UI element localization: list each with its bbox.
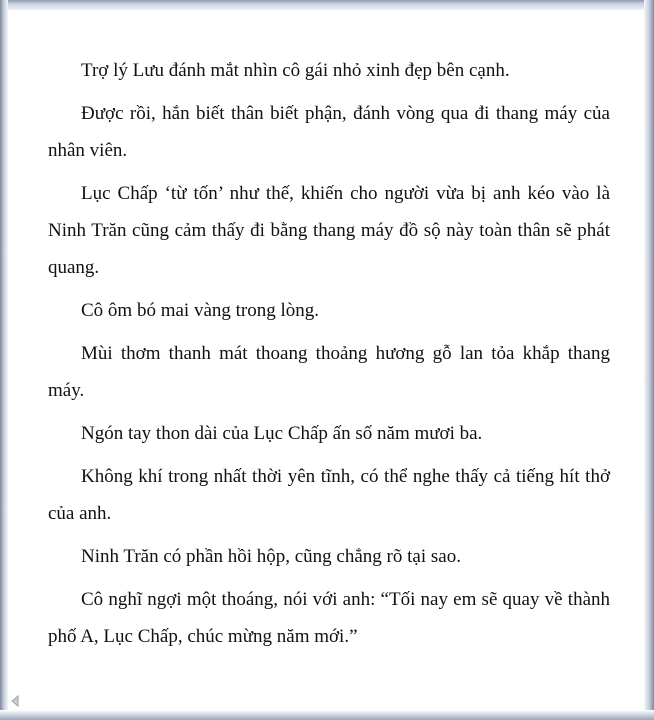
window-left-border [0,0,8,720]
window-top-border [0,0,654,10]
paragraph: Mùi thơm thanh mát thoang thoảng hương gỗ lan tỏa khắp thang máy. [48,343,610,401]
paragraph: Cô ôm bó mai vàng trong lòng. [81,300,320,321]
paragraph: Lục Chấp ‘từ tốn’ như thế, khiến cho người vừa bị anh kéo vào là Ninh Trăn cũng cảm thấy đi bằng thang máy đồ sộ này toàn thân sẽ phát quang. [48,183,610,278]
paragraph: Được rồi, hắn biết thân biết phận, đánh vòng qua đi thang máy của nhân viên. [48,103,610,161]
scroll-left-arrow-icon[interactable] [8,694,22,708]
paragraph: Trợ lý Lưu đánh mắt nhìn cô gái nhỏ xinh đẹp bên cạnh. [81,60,510,81]
paragraph: Cô nghĩ ngợi một thoáng, nói với anh: “Tối nay em sẽ quay về thành phố A, Lục Chấp, chúc mừng năm mới.” [48,589,610,647]
window-right-border [644,0,654,720]
paragraph: Ninh Trăn có phần hồi hộp, cũng chẳng rõ tại sao. [81,546,461,567]
window-bottom-border [0,710,654,720]
paragraph: Không khí trong nhất thời yên tĩnh, có thể nghe thấy cả tiếng hít thở của anh. [48,466,610,524]
document-page [48,52,610,661]
paragraph: Ngón tay thon dài của Lục Chấp ấn số năm mươi ba. [81,423,483,444]
